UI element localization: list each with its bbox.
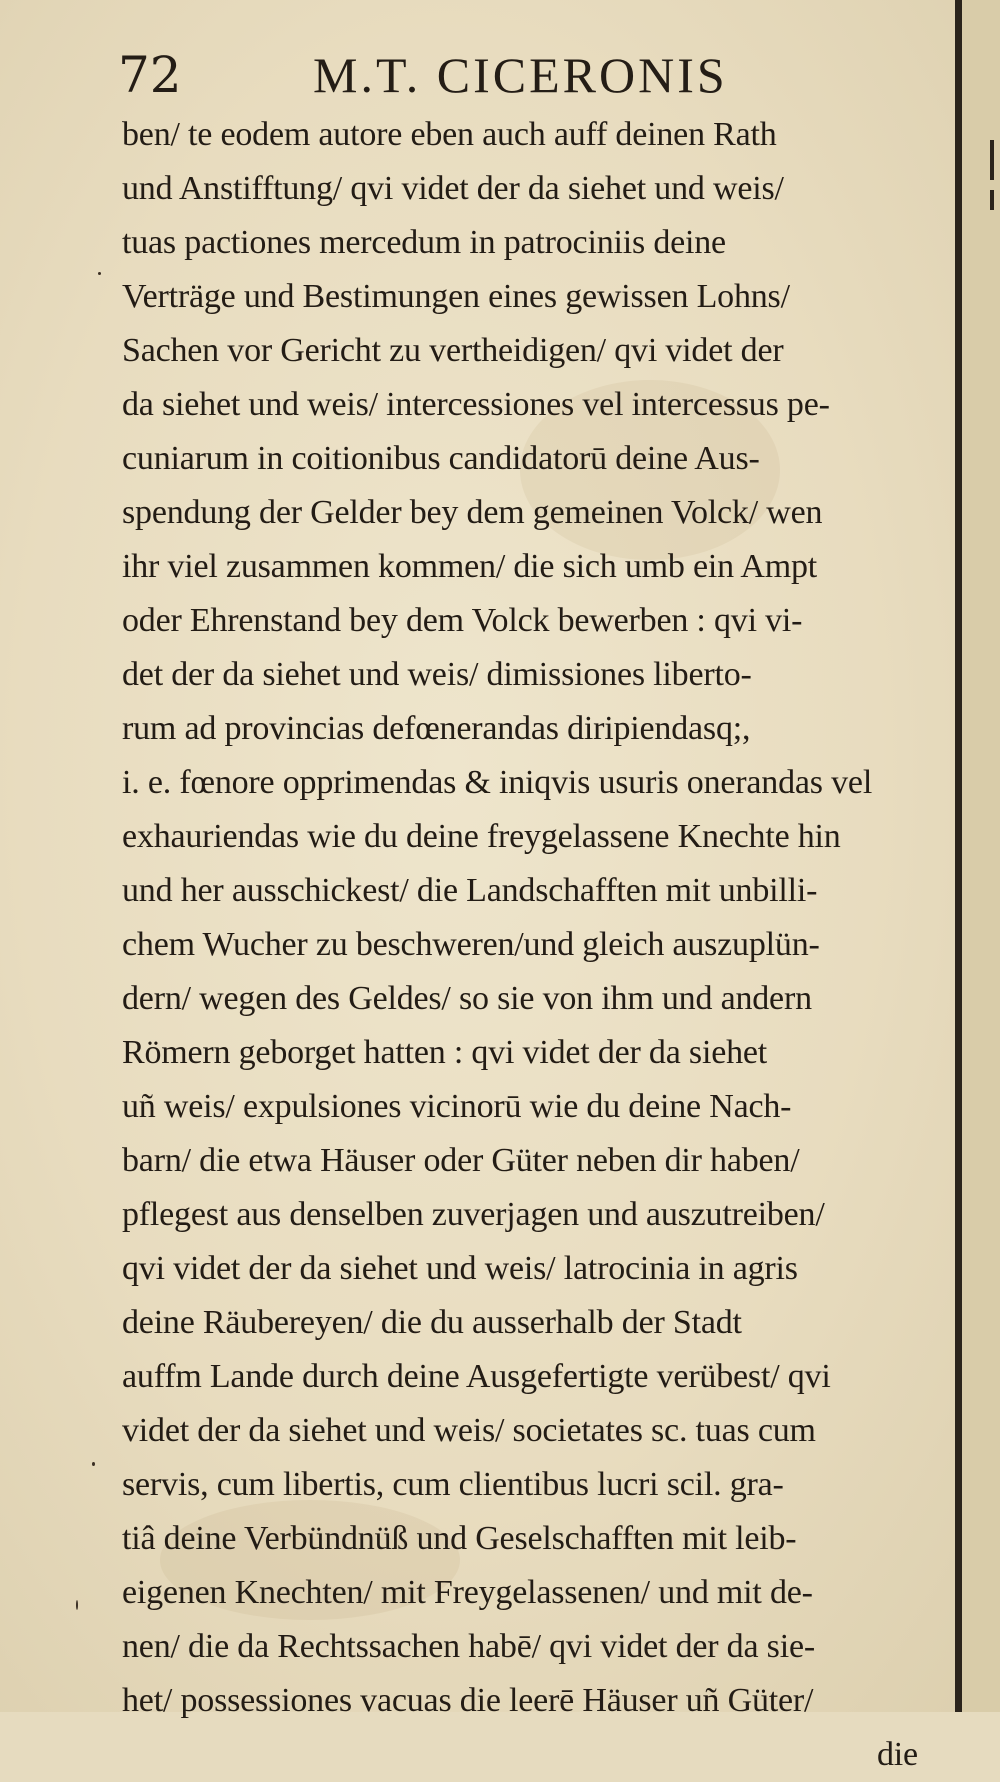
text-line: nen/ die da Rechtssachen habē/ qvi videt der da sie- <box>122 1628 815 1665</box>
facing-page-edge <box>962 0 1000 1712</box>
text-line: eigenen Knechten/ mit Freygelassenen/ und mit de- <box>122 1574 813 1611</box>
text-line: da siehet und weis/ intercessiones vel intercessus pe- <box>122 386 830 423</box>
text-line: pflegest aus denselben zuverjagen und auszutreiben/ <box>122 1196 825 1233</box>
gutter-rule <box>955 0 962 1712</box>
text-line: exhauriendas wie du deine freygelassene Knechte hin <box>122 818 841 855</box>
catchword: die <box>877 1736 918 1773</box>
text-line: ihr viel zusammen kommen/ die sich umb ein Ampt <box>122 548 818 585</box>
text-line: und her ausschickest/ die Landschafften mit unbilli- <box>122 872 818 909</box>
text-line: dern/ wegen des Geldes/ so sie von ihm und andern <box>122 980 812 1017</box>
ink-speck <box>98 272 101 275</box>
text-line: tiâ deine Verbündnüß und Geselschafften mit leib- <box>122 1520 797 1557</box>
text-line: spendung der Gelder bey dem gemeinen Volck/ wen <box>122 494 823 531</box>
running-title: M.T. CICERONIS <box>313 47 728 103</box>
text-line: servis, cum libertis, cum clientibus lucri scil. gra- <box>122 1466 784 1503</box>
page-number: 72 <box>118 46 182 104</box>
text-line: barn/ die etwa Häuser oder Güter neben dir haben/ <box>122 1142 800 1179</box>
text-line: cuniarum in coitionibus candidatorū deine Aus- <box>122 440 760 477</box>
text-line: Verträge und Bestimungen eines gewissen Lohns/ <box>122 278 790 315</box>
text-line: rum ad provincias defœnerandas diripiendasq;, <box>122 710 751 747</box>
text-line: het/ possessiones vacuas die leerē Häuser uñ Güter/ <box>122 1682 814 1719</box>
facing-page-mark <box>990 140 994 180</box>
facing-page-mark <box>990 190 994 210</box>
text-line: Sachen vor Gericht zu vertheidigen/ qvi videt der <box>122 332 784 369</box>
text-line: auffm Lande durch deine Ausgefertigte verübest/ qvi <box>122 1358 831 1395</box>
text-line: uñ weis/ expulsiones vicinorū wie du deine Nach- <box>122 1088 792 1125</box>
text-line: Römern geborget hatten : qvi videt der da siehet <box>122 1034 768 1071</box>
text-line: chem Wucher zu beschweren/und gleich auszuplün- <box>122 926 820 963</box>
text-line: qvi videt der da siehet und weis/ latrocinia in agris <box>122 1250 798 1287</box>
text-block <box>122 108 930 1782</box>
text-line: videt der da siehet und weis/ societates sc. tuas cum <box>122 1412 816 1449</box>
text-line: tuas pactiones mercedum in patrociniis deine <box>122 224 726 261</box>
text-line: det der da siehet und weis/ dimissiones liberto- <box>122 656 752 693</box>
ink-speck <box>92 1462 95 1466</box>
text-line: i. e. fœnore opprimendas & iniqvis usuris onerandas vel <box>122 764 873 801</box>
text-line: ben/ te eodem autore eben auch auff deinen Rath <box>122 116 777 153</box>
text-line: deine Räubereyen/ die du ausserhalb der Stadt <box>122 1304 742 1341</box>
ink-speck <box>76 1600 78 1610</box>
page-header <box>118 40 838 110</box>
text-line: und Anstifftung/ qvi videt der da siehet und weis/ <box>122 170 784 207</box>
text-line: oder Ehrenstand bey dem Volck bewerben : qvi vi- <box>122 602 803 639</box>
